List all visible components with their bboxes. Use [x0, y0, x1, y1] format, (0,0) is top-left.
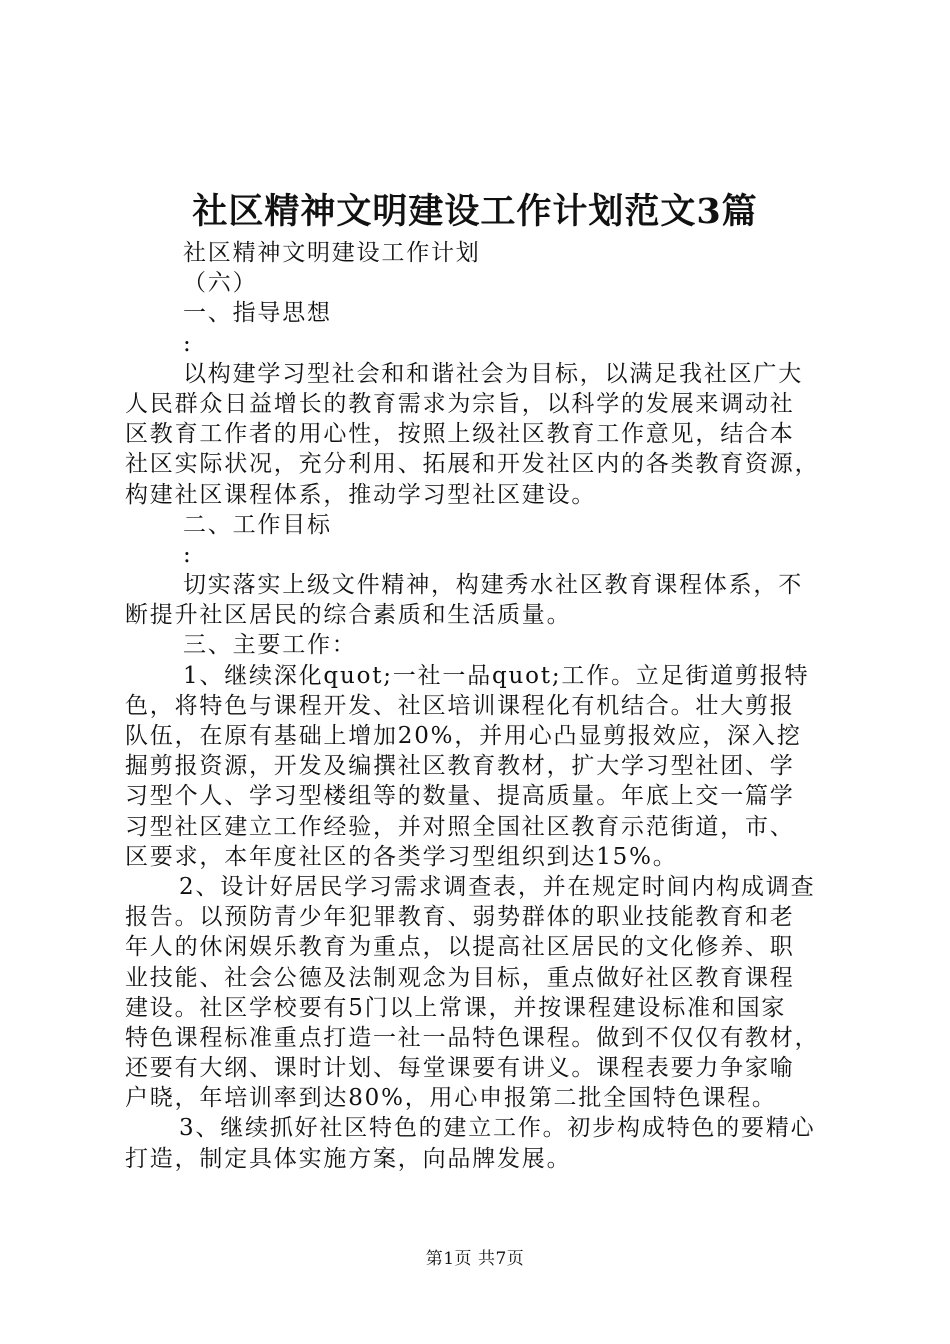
body-line: 断提升社区居民的综合素质和生活质量。: [125, 602, 572, 629]
body-line: 社区实际状况，充分利用、拓展和开发社区内的各类教育资源，: [125, 451, 820, 478]
body-line: 报告。以预防青少年犯罪教育、弱势群体的职业技能教育和老: [125, 904, 795, 931]
body-line: :: [183, 330, 193, 357]
body-line: 以构建学习型社会和和谐社会为目标，以满足我社区广大: [183, 360, 803, 387]
body-line: 习型社区建立工作经验，并对照全国社区教育示范街道，市、: [125, 813, 795, 840]
body-line: :: [183, 541, 193, 568]
body-line: 1、继续深化quot;一社一品quot;工作。立足街道剪报特: [183, 662, 810, 689]
page-number-footer: 第1页 共7页: [425, 1249, 525, 1269]
body-line: （六）: [183, 270, 258, 297]
document-title: 社区精神文明建设工作计划范文3篇: [192, 191, 758, 232]
body-line: 区教育工作者的用心性，按照上级社区教育工作意见，结合本: [125, 421, 795, 448]
body-line: 特色课程标准重点打造一社一品特色课程。做到不仅仅有教材，: [125, 1024, 820, 1051]
body-line: 建设。社区学校要有5门以上常课，并按课程建设标准和国家: [125, 994, 787, 1021]
body-line: 构建社区课程体系，推动学习型社区建设。: [125, 481, 597, 508]
body-line: 打造，制定具体实施方案，向品牌发展。: [125, 1145, 572, 1172]
body-line: 区要求，本年度社区的各类学习型组织到达15%。: [125, 843, 678, 870]
body-line: 3、继续抓好社区特色的建立工作。初步构成特色的要精心: [179, 1115, 816, 1142]
body-line: 还要有大纲、课时计划、每堂课要有讲义。课程表要力争家喻: [125, 1055, 795, 1082]
document-body: [125, 238, 830, 1174]
body-line: 社区精神文明建设工作计划: [183, 240, 481, 266]
body-line: 习型个人、学习型楼组等的数量、提高质量。年底上交一篇学: [125, 783, 795, 810]
body-line: 2、设计好居民学习需求调查表，并在规定时间内构成调查: [179, 873, 816, 900]
body-line: 队伍，在原有基础上增加20%，并用心凸显剪报效应，深入挖: [125, 723, 802, 749]
body-line: 掘剪报资源，开发及编撰社区教育教材，扩大学习型社团、学: [125, 753, 795, 780]
body-line: 三、主要工作：: [183, 632, 357, 659]
body-line: 户晓，年培训率到达80%，用心申报第二批全国特色课程。: [125, 1085, 777, 1112]
body-line: 二、工作目标: [183, 511, 332, 538]
body-line: 色，将特色与课程开发、社区培训课程化有机结合。壮大剪报: [125, 692, 795, 719]
body-line: 年人的休闲娱乐教育为重点，以提高社区居民的文化修养、职: [125, 934, 795, 961]
body-line: 人民群众日益增长的教育需求为宗旨，以科学的发展来调动社: [125, 390, 795, 417]
body-line: 切实落实上级文件精神，构建秀水社区教育课程体系，不: [183, 572, 803, 599]
body-line: 一、指导思想: [183, 300, 332, 327]
body-line: 业技能、社会公德及法制观念为目标，重点做好社区教育课程: [125, 964, 795, 991]
